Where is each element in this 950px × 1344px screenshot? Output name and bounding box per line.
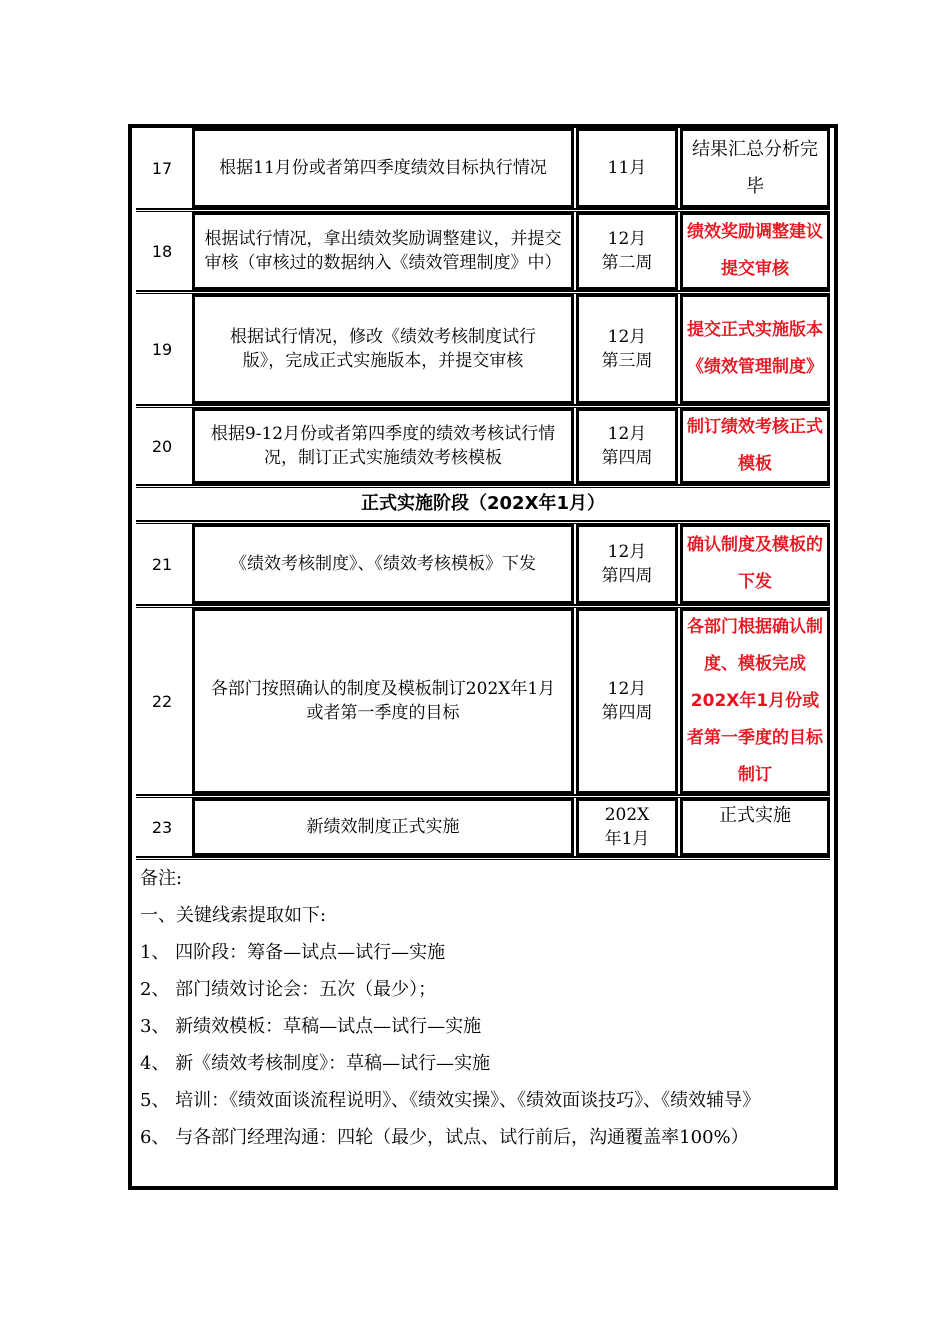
row-number: 20 (151, 436, 173, 456)
task-description: 根据试行情况，修改《绩效考核制度试行版》，完成正式实施版本，并提交审核 (192, 294, 574, 404)
task-result: 结果汇总分析完毕 (680, 128, 830, 208)
table-row (136, 294, 830, 404)
task-description: 根据11月份或者第四季度绩效目标执行情况 (192, 128, 574, 208)
task-result: 绩效奖励调整建议提交审核 (680, 212, 830, 290)
table-row (136, 212, 830, 290)
task-result: 各部门根据确认制度、模板完成202X年1月份或者第一季度的目标制订 (680, 608, 830, 794)
task-time: 12月第四周 (576, 608, 678, 794)
row-number: 23 (151, 817, 173, 837)
task-description: 《绩效考核制度》、《绩效考核模板》下发 (192, 524, 574, 604)
notes-heading: 备注: (140, 868, 183, 889)
note-item: 4、 新《绩效考核制度》：草稿—试行—实施 (140, 1053, 491, 1074)
task-time: 11月 (576, 128, 678, 208)
task-description: 各部门按照确认的制度及模板制订202X年1月或者第一季度的目标 (192, 608, 574, 794)
task-time: 12月第四周 (576, 524, 678, 604)
row-number: 17 (151, 158, 173, 178)
task-time: 12月第二周 (576, 212, 678, 290)
task-description: 根据9-12月份或者第四季度的绩效考核试行情况，制订正式实施绩效考核模板 (192, 408, 574, 484)
row-number: 21 (151, 554, 173, 574)
task-result: 正式实施 (680, 798, 830, 856)
note-item: 6、 与各部门经理沟通：四轮（最少，试点、试行前后，沟通覆盖率100%） (140, 1127, 749, 1148)
notes-section (140, 860, 826, 1156)
task-time: 12月第四周 (576, 408, 678, 484)
table-row (136, 608, 830, 794)
note-item: 2、 部门绩效讨论会：五次（最少）； (140, 979, 437, 1000)
table-row (136, 798, 830, 856)
table-row (136, 128, 830, 208)
task-result: 提交正式实施版本《绩效管理制度》 (680, 294, 830, 404)
task-description: 新绩效制度正式实施 (192, 798, 574, 856)
row-number: 18 (151, 241, 173, 261)
task-description: 根据试行情况，拿出绩效奖励调整建议，并提交审核（审核过的数据纳入《绩效管理制度》中） (192, 212, 574, 290)
table-row (136, 524, 830, 604)
task-result: 制订绩效考核正式模板 (680, 408, 830, 484)
row-number: 22 (151, 691, 173, 711)
plan-table (128, 124, 838, 1190)
row-number: 19 (151, 339, 173, 359)
stage-title: 正式实施阶段（202X年1月） (361, 493, 605, 514)
note-item: 5、 培训：《绩效面谈流程说明》、《绩效实操》、《绩效面谈技巧》、《绩效辅导》 (140, 1090, 761, 1111)
note-item: 3、 新绩效模板：草稿—试点—试行—实施 (140, 1016, 482, 1037)
task-time: 202X年1月 (576, 798, 678, 856)
task-time: 12月第三周 (576, 294, 678, 404)
task-result: 确认制度及模板的下发 (680, 524, 830, 604)
notes-intro: 一、关键线索提取如下: (140, 905, 327, 926)
table-row (136, 408, 830, 484)
note-item: 1、 四阶段：筹备—试点—试行—实施 (140, 942, 446, 963)
